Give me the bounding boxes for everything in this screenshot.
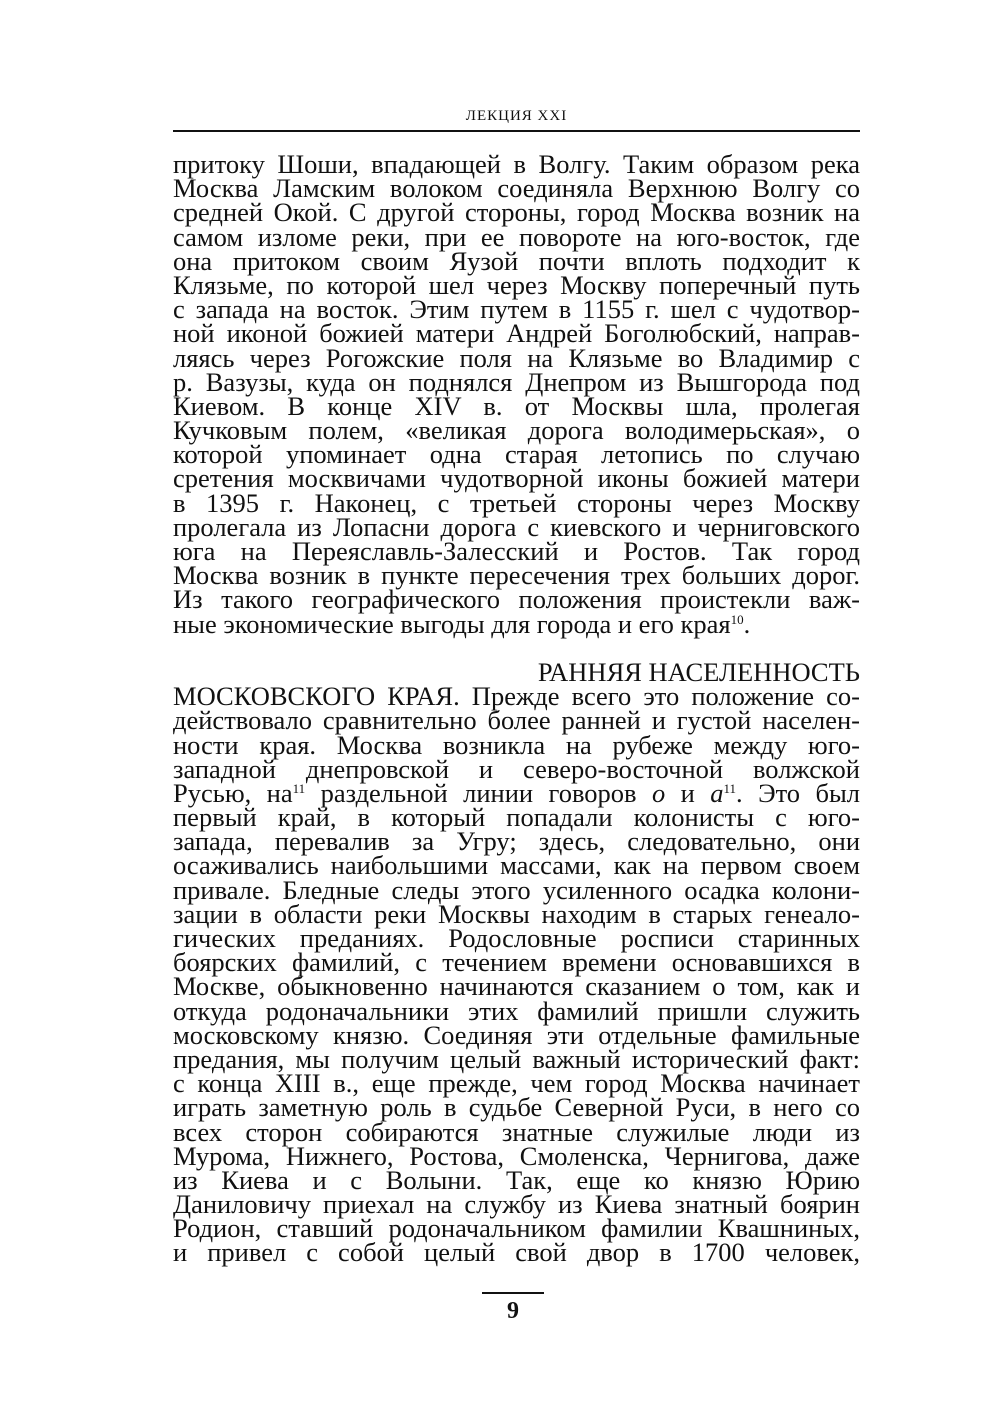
text-line: в 1395 г. Наконец, с третьей стороны через Москву <box>173 487 860 518</box>
text-line: Мурома, Нижнего, Ростова, Смоленска, Чернигова, даже <box>173 1140 860 1171</box>
text-line: юга на Переяславль-Залесский и Ростов. Так город <box>173 536 860 566</box>
running-head: ЛЕКЦИЯ XXI <box>465 108 568 124</box>
text-line: Москва Ламским волоком соединяла Верхнюю Волгу со <box>173 173 860 204</box>
text-line: МОСКОВСКОГО КРАЯ. Прежде всего это положение со- <box>173 681 860 712</box>
text-line: она притоком своим Яузой почти вплоть подходит к <box>173 245 860 276</box>
text-line-last <box>173 608 860 639</box>
text-line: Киевом. В конце XIV в. от Москвы шла, пролегая <box>173 390 860 421</box>
text-line: всех сторон собираются знатные служилые люди из <box>173 1116 860 1147</box>
note-line-conj: и <box>665 777 711 808</box>
text-line: ной иконой божией матери Андрей Боголюбский, направ- <box>173 318 860 349</box>
header-rule <box>173 130 860 132</box>
text-line: московскому князю. Соединяя эти отдельные фамильные <box>173 1019 860 1050</box>
text-line: привале. Бледные следы этого усиленного осадка колони- <box>173 874 860 905</box>
body-text <box>173 149 860 1268</box>
text-line: первый край, в который попадали колонисты с юго- <box>173 802 860 833</box>
text-line: ляясь через Рогожские поля на Клязьме во Владимир с <box>173 342 860 373</box>
text-line: предания, мы получим целый важный исторический факт: <box>173 1043 860 1074</box>
text-line: с запада на восток. Этим путем в 1155 г. шел с чудотвор- <box>173 294 860 325</box>
text-line: боярских фамилий, с течением времени основавшихся в <box>173 947 860 978</box>
text-line: Москва возник в пункте пересечения трех больших дорог. <box>173 560 860 591</box>
text-line: Из такого географического положения проистекли важ- <box>173 584 860 615</box>
text-line: Кучковым полем, «великая дорога володимерьская», о <box>173 415 860 446</box>
text-line: ности края. Москва возникла на рубеже между юго- <box>173 729 860 760</box>
text-line: сретения москвичами чудотворной иконы божией матери <box>173 463 860 494</box>
vowel-a: а <box>710 777 724 808</box>
text-line: гических преданиях. Родословные росписи старинных <box>173 923 860 953</box>
footnote-marker: 11 <box>292 780 306 796</box>
text-line: самом изломе реки, при ее повороте на юго-восток, где <box>173 221 860 252</box>
page-number: 9 <box>507 1298 519 1324</box>
note-line-part3: . Это был <box>736 777 860 808</box>
text-line: зации в области реки Москвы находим в старых генеало- <box>173 898 860 929</box>
last-line-text: ные экономические выгоды для города и его края <box>173 608 731 639</box>
text-line: р. Вазузы, куда он поднялся Днепром из Вышгорода под <box>173 366 860 397</box>
text-line: и привел с собой целый свой двор в 1700 человек, <box>173 1237 860 1268</box>
text-line: которой упоминает одна старая летопись по случаю <box>173 439 860 470</box>
text-line: Родион, ставший родоначальником фамилии Квашниных, <box>173 1213 860 1244</box>
vowel-o: о <box>652 777 666 808</box>
text-line: средней Окой. С другой стороны, город Москва возник на <box>173 197 860 228</box>
text-line: Москве, обыкновенно начинаются сказанием о том, как и <box>173 971 860 1002</box>
note-line-part2: раздельной линии говоров <box>305 777 652 808</box>
last-line-end: . <box>743 608 751 639</box>
text-line: пролегала из Лопасни дорога с киевского и черниговского <box>173 511 860 542</box>
text-line: откуда родоначальники этих фамилий пришли служить <box>173 995 860 1026</box>
text-line: западной днепровской и северо-восточной волжской <box>173 753 860 784</box>
text-line: действовало сравнительно более ранней и густой населен- <box>173 705 860 736</box>
text-line: из Киева и с Волыни. Так, еще ко князю Юрию <box>173 1164 860 1195</box>
note-line-part1: Русью, на <box>173 777 293 808</box>
section-heading: РАННЯЯ НАСЕЛЕННОСТЬ <box>537 656 860 687</box>
text-line: запада, перевалив за Угру; здесь, следовательно, они <box>173 826 860 857</box>
footnote-marker: 10 <box>730 611 744 627</box>
text-line: притоку Шоши, впадающей в Волгу. Таким образом река <box>173 149 860 179</box>
text-line: играть заметную роль в судьбе Северной Руси, в него со <box>173 1092 860 1123</box>
text-line: Клязьме, по которой шел через Москву поперечный путь <box>173 269 860 300</box>
text-line: Даниловичу приехал на службу из Киева знатный боярин <box>173 1189 860 1220</box>
footer-rule <box>482 1292 544 1294</box>
text-line: осаживались наибольшими массами, как на первом своем <box>173 850 860 881</box>
text-line: с конца XIII в., еще прежде, чем город Москва начинает <box>173 1068 860 1099</box>
footnote-marker: 11 <box>723 780 737 796</box>
